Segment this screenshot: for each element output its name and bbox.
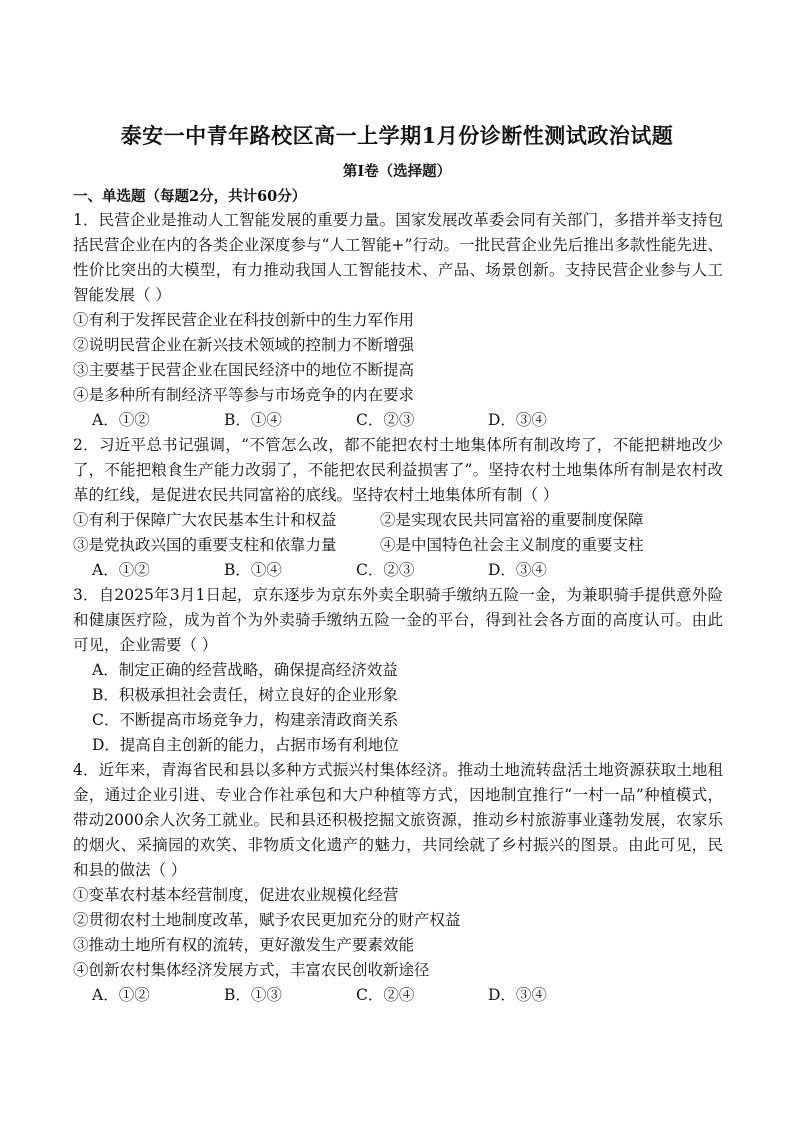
questions-container xyxy=(73,208,723,1008)
section-heading: 一、单选题（每题2分，共计60分） xyxy=(73,188,307,205)
part-heading: 第Ⅰ卷（选择题） xyxy=(342,163,452,180)
question-3 xyxy=(73,583,723,758)
statement: ①有利于保障广大农民基本生计和权益 xyxy=(73,511,337,529)
answer-choices xyxy=(73,558,723,583)
statement: ②是实现农民共同富裕的重要制度保障 xyxy=(380,511,644,529)
statement: ④是中国特色社会主义制度的重要支柱 xyxy=(380,536,644,554)
choice-a: A．制定正确的经营战略，确保提高经济效益 xyxy=(92,661,398,679)
statement: ④是多种所有制经济平等参与市场竞争的内在要求 xyxy=(73,386,415,404)
choice-d: D．③④ xyxy=(488,411,547,429)
statement-row xyxy=(73,533,723,558)
question-stem: 1．民营企业是推动人工智能发展的重要力量。国家发展改革委会同有关部门，多措并举支持包括民营企业在内的各类企业深度参与“人工智能+”行动。一批民营企业先后推出多款性能先进、性价比突出的大模型，有力推动我国人工智能技术、产品、场景创新。支持民营企业参与人工智能发展（ ） xyxy=(73,211,723,304)
statement: ②贯彻农村土地制度改革，赋予农民更加充分的财产权益 xyxy=(73,911,461,929)
choice-c: C．②③ xyxy=(356,411,415,429)
statement: ①有利于发挥民营企业在科技创新中的生力军作用 xyxy=(73,311,415,329)
statement: ①变革农村基本经营制度，促进农业规模化经营 xyxy=(73,886,399,904)
choice-a: A．①② xyxy=(92,561,150,579)
statement: ④创新农村集体经济发展方式，丰富农民创收新途径 xyxy=(73,961,430,979)
question-1 xyxy=(73,208,723,433)
question-stem: 4．近年来，青海省民和县以多种方式振兴村集体经济。推动土地流转盘活土地资源获取土地租金，通过企业引进、专业合作社承包和大户种植等方式，因地制宜推行“一村一品”种植模式，带动2000余人次务工就业。民和县还积极挖掘文旅资源，推动乡村旅游事业蓬勃发展，农家乐的烟火、采摘园的欢笑、非物质文化遗产的魅力，共同绘就了乡村振兴的图景。由此可见，民和县的做法（ ） xyxy=(73,761,723,879)
page-title: 泰安一中青年路校区高一上学期1月份诊断性测试政治试题 xyxy=(120,123,674,148)
question-4 xyxy=(73,758,723,1008)
choice-c: C．不断提高市场竞争力，构建亲清政商关系 xyxy=(92,711,399,729)
answer-choices xyxy=(73,408,723,433)
statement: ③推动土地所有权的流转，更好激发生产要素效能 xyxy=(73,936,415,954)
choice-b: B．①③ xyxy=(224,986,282,1004)
statement: ③主要基于民营企业在国民经济中的地位不断提高 xyxy=(73,361,415,379)
choice-b: B．积极承担社会责任，树立良好的企业形象 xyxy=(92,686,398,704)
choice-d: D．提高自主创新的能力，占据市场有利地位 xyxy=(92,736,399,754)
statement: ②说明民营企业在新兴技术领域的控制力不断增强 xyxy=(73,336,415,354)
statement: ③是党执政兴国的重要支柱和依靠力量 xyxy=(73,536,337,554)
choice-b: B．①④ xyxy=(224,561,282,579)
answer-choices xyxy=(73,983,723,1008)
choice-b: B．①④ xyxy=(224,411,282,429)
question-stem: 3．自2025年3月1日起，京东逐步为京东外卖全职骑手缴纳五险一金，为兼职骑手提供意外险和健康医疗险，成为首个为外卖骑手缴纳五险一金的平台，得到社会各方面的高度认可。由此可见，企业需要（ ） xyxy=(73,586,723,654)
choice-d: D．③④ xyxy=(488,561,547,579)
question-stem: 2．习近平总书记强调，“不管怎么改，都不能把农村土地集体所有制改垮了，不能把耕地改少了，不能把粮食生产能力改弱了，不能把农民利益损害了”。坚持农村土地集体所有制是农村改革的红线，是促进农民共同富裕的底线。坚持农村土地集体所有制（ ） xyxy=(73,436,723,504)
choice-c: C．②③ xyxy=(356,561,415,579)
choice-a: A．①② xyxy=(92,986,150,1004)
choice-c: C．②④ xyxy=(356,986,415,1004)
choice-a: A．①② xyxy=(92,411,150,429)
statement-row xyxy=(73,508,723,533)
choice-d: D．③④ xyxy=(488,986,547,1004)
question-2 xyxy=(73,433,723,583)
